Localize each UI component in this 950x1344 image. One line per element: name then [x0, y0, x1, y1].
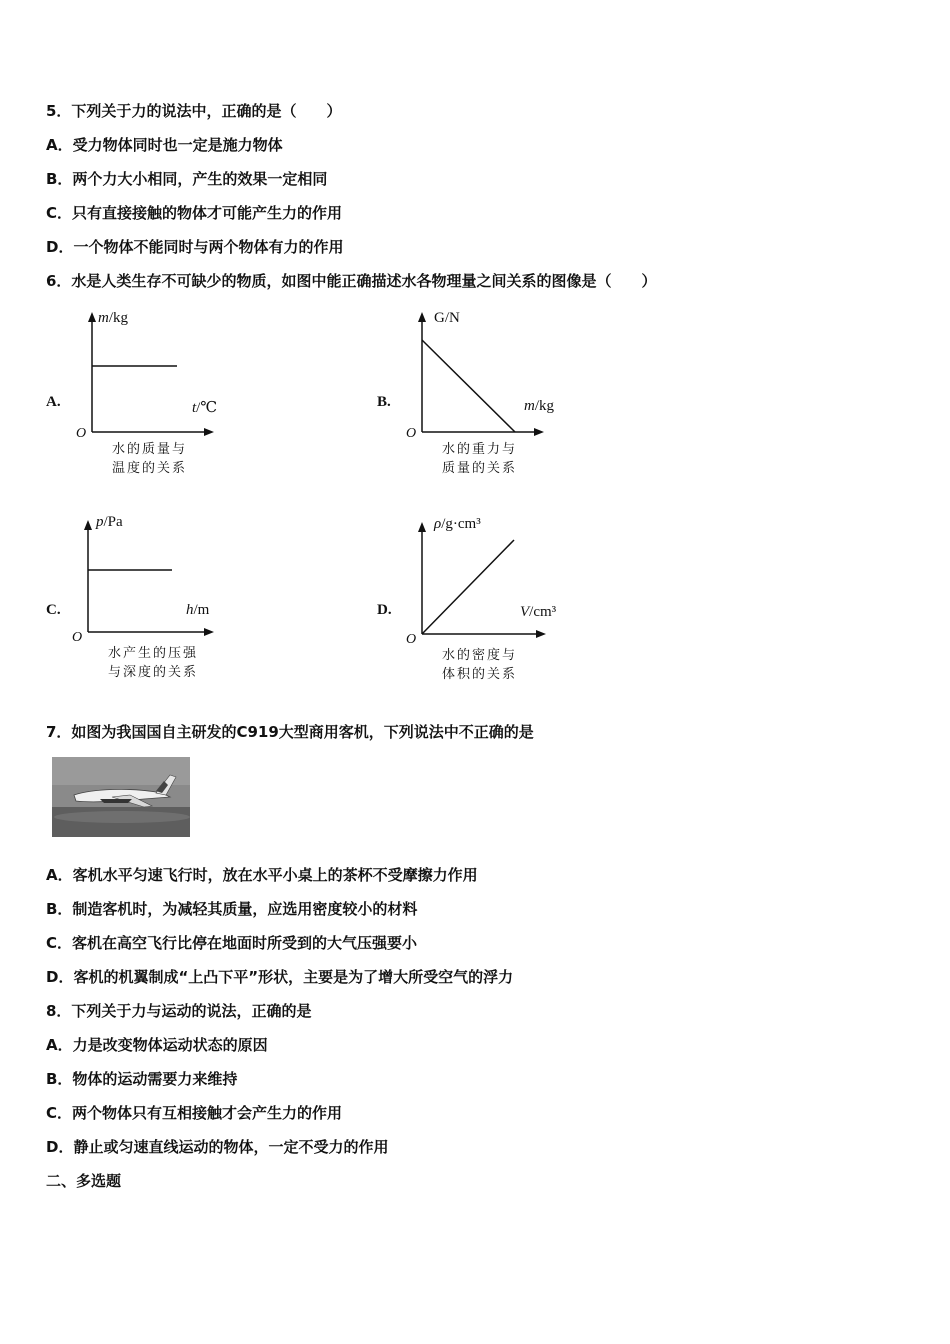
graph-d-x-label: V/cm³ [520, 604, 557, 620]
graph-b-x-arrow [534, 428, 544, 436]
graph-b-caption: 水的重力与 质量的关系 [442, 442, 518, 476]
graph-c-x-arrow [204, 628, 214, 636]
q5-option-c: C．只有直接接触的物体才可能产生力的作用 [46, 204, 343, 222]
graph-c [66, 514, 286, 704]
airplane-belly [100, 799, 132, 803]
graph-d-caption: 水的密度与 体积的关系 [442, 648, 518, 682]
graph-b-label: B. [377, 394, 391, 410]
graph-b-y-arrow [418, 312, 426, 322]
graph-a-caption: 水的质量与 温度的关系 [112, 442, 188, 476]
graph-d [400, 514, 620, 704]
graph-d-x-arrow [536, 630, 546, 638]
graph-a-x-arrow [204, 428, 214, 436]
graph-c-label: C. [46, 602, 61, 618]
graph-b-origin: O [406, 426, 417, 441]
graph-d-y-label: ρ/g·cm³ [434, 516, 481, 532]
graph-b-y-label: G/N [434, 310, 460, 326]
q7-stem: 7．如图为我国国自主研发的C919大型商用客机，下列说法中不正确的是 [46, 723, 534, 741]
graph-a-y-arrow [88, 312, 96, 322]
q8-option-b: B．物体的运动需要力来维持 [46, 1070, 238, 1088]
graph-b [400, 310, 620, 500]
c919-airplane-photo [52, 757, 190, 837]
graph-c-x-label: h/m [186, 602, 210, 618]
q8-option-a: A．力是改变物体运动状态的原因 [46, 1036, 268, 1054]
graph-a-origin: O [76, 426, 87, 441]
q5-option-b: B．两个力大小相同，产生的效果一定相同 [46, 170, 328, 188]
q7-option-b: B．制造客机时，为减轻其质量，应选用密度较小的材料 [46, 900, 418, 918]
graph-b-curve [422, 340, 515, 432]
graph-a-y-label: m/kg [98, 310, 129, 326]
q6-stem: 6．水是人类生存不可缺少的物质，如图中能正确描述水各物理量之间关系的图像是（ ） [46, 272, 657, 290]
q8-option-d: D．静止或匀速直线运动的物体，一定不受力的作用 [46, 1138, 389, 1156]
graph-d-label: D. [377, 602, 392, 618]
graph-d-origin: O [406, 632, 417, 647]
graph-a [70, 310, 290, 500]
q7-option-d: D．客机的机翼制成“上凸下平”形状，主要是为了增大所受空气的浮力 [46, 968, 514, 986]
airplane-icon [52, 757, 190, 837]
graph-c-origin: O [72, 630, 83, 645]
q5-option-d: D．一个物体不能同时与两个物体有力的作用 [46, 238, 344, 256]
graph-c-y-label: p/Pa [96, 514, 123, 530]
graph-d-y-arrow [418, 522, 426, 532]
graph-a-x-label: t/℃ [192, 400, 218, 416]
q7-option-a: A．客机水平匀速飞行时，放在水平小桌上的茶杯不受摩擦力作用 [46, 866, 478, 884]
q5-stem: 5．下列关于力的说法中，正确的是（ ） [46, 102, 342, 120]
q5-option-a: A．受力物体同时也一定是施力物体 [46, 136, 283, 154]
graph-c-y-arrow [84, 520, 92, 530]
section2-title: 二、多选题 [46, 1172, 122, 1190]
q8-option-c: C．两个物体只有互相接触才会产生力的作用 [46, 1104, 343, 1122]
q7-option-c: C．客机在高空飞行比停在地面时所受到的大气压强要小 [46, 934, 418, 952]
q8-stem: 8．下列关于力与运动的说法，正确的是 [46, 1002, 312, 1020]
graph-a-label: A. [46, 394, 61, 410]
photo-runway-haze [54, 811, 190, 823]
graph-b-x-label: m/kg [524, 398, 555, 414]
graph-d-curve [422, 540, 514, 634]
graph-c-caption: 水产生的压强 与深度的关系 [108, 646, 199, 680]
